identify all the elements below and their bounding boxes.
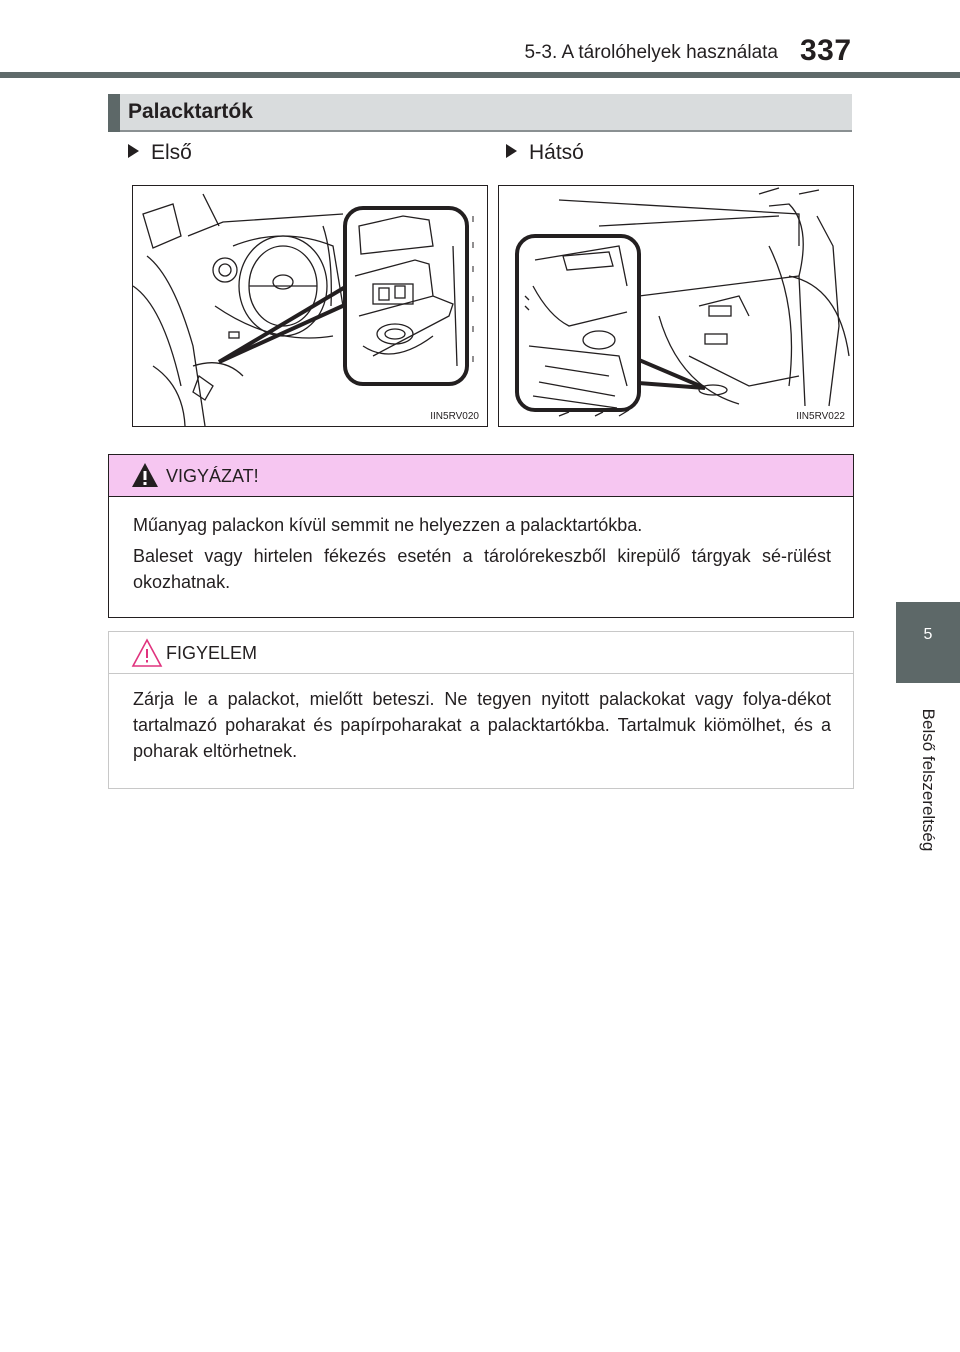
notice-header bbox=[109, 632, 853, 674]
section-heading bbox=[108, 94, 852, 132]
warning-title: VIGYÁZAT! bbox=[166, 466, 259, 486]
chapter-label: Belső felszereltség bbox=[919, 708, 938, 852]
front-dashboard-illustration bbox=[133, 186, 487, 426]
notice-paragraph: Zárja le a palackot, mielőtt beteszi. Ne tegyen nyitott palackokat vagy folya-dékot tartalmazó poharakat és papírpoharakat a palacktartókba. Tartalmuk kiömölhet, és a poharak eltörhetnek. bbox=[133, 689, 831, 761]
warning-header bbox=[109, 455, 853, 497]
subheading-front bbox=[128, 141, 192, 165]
figure-code-rear: IIN5RV022 bbox=[796, 411, 845, 422]
warning-box bbox=[108, 454, 854, 618]
header-section-title: 5-3. A tárolóhelyek használata bbox=[524, 42, 778, 63]
page-number: 337 bbox=[800, 34, 852, 67]
subheading-rear-label: Hátsó bbox=[529, 141, 584, 164]
subheading-front-label: Első bbox=[151, 141, 192, 164]
warning-paragraph: Baleset vagy hirtelen fékezés esetén a tárolórekeszből kirepülő tárgyak sé-rülést okozhatnak. bbox=[133, 546, 831, 592]
chapter-number: 5 bbox=[923, 626, 933, 643]
triangle-bullet-icon bbox=[128, 144, 139, 158]
section-heading-bar bbox=[108, 94, 120, 132]
warning-paragraph: Műanyag palackon kívül semmit ne helyezzen a palacktartókba. bbox=[133, 515, 643, 535]
figure-code-front: IIN5RV020 bbox=[430, 411, 479, 422]
header-rule bbox=[0, 72, 960, 78]
rear-door-illustration bbox=[499, 186, 853, 426]
triangle-bullet-icon bbox=[506, 144, 517, 158]
section-title: Palacktartók bbox=[128, 100, 253, 123]
warning-triangle-icon bbox=[131, 461, 159, 489]
notice-title: FIGYELEM bbox=[166, 643, 258, 663]
front-bottle-holder-figure bbox=[132, 185, 488, 427]
rear-bottle-holder-figure bbox=[498, 185, 854, 427]
notice-box bbox=[108, 631, 854, 789]
chapter-tab bbox=[896, 602, 960, 683]
caution-triangle-icon bbox=[131, 638, 163, 668]
subheading-rear bbox=[506, 141, 584, 165]
